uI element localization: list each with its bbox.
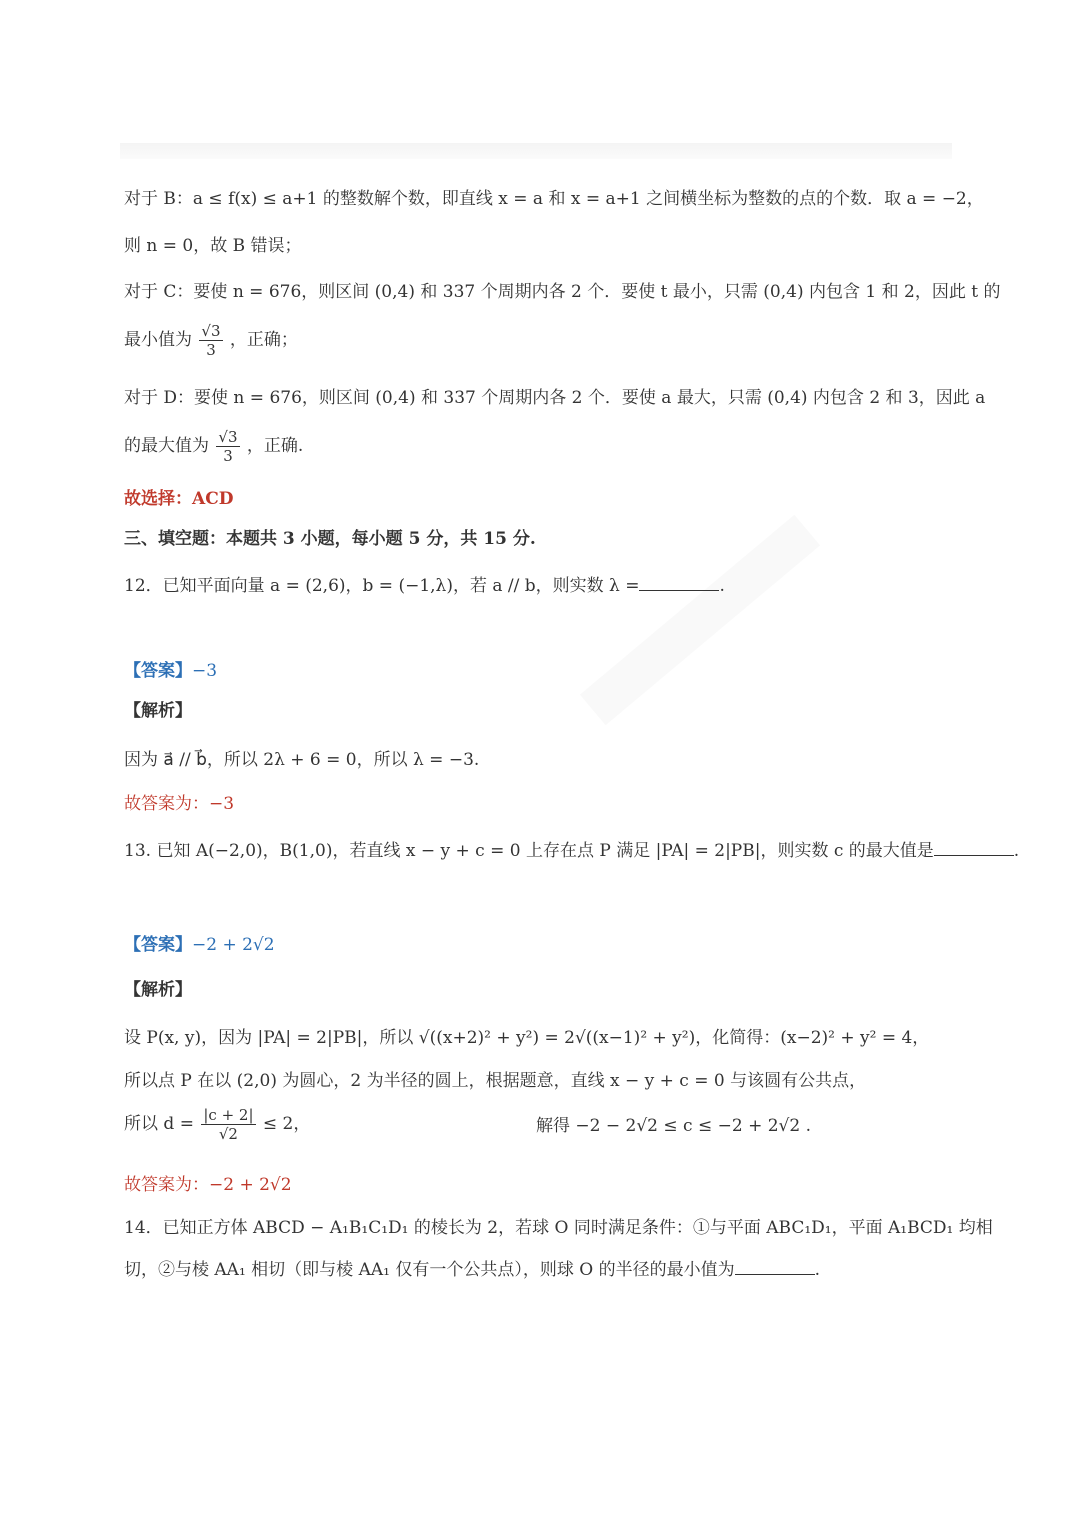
answer-label: 【答案】 bbox=[124, 661, 192, 681]
choice-answer: 故选择：ACD bbox=[124, 489, 234, 509]
q13-answer bbox=[124, 933, 275, 957]
fraction-numerator: √3 bbox=[218, 428, 238, 446]
q13-final: 故答案为：−2 + 2√2 bbox=[124, 1175, 292, 1195]
option-c-fraction bbox=[199, 322, 222, 359]
question-14-line-1: 14．已知正方体 ABCD − A₁B₁C₁D₁ 的棱长为 2，若球 O 同时满足条件：①与平面 ABC₁D₁，平面 A₁BCD₁ 均相 bbox=[124, 1218, 993, 1238]
option-d-line-1: 对于 D：要使 n = 676，则区间 (0,4) 和 337 个周期内各 2 个．要使 a 最大，只需 (0,4) 内包含 2 和 3，因此 a bbox=[124, 388, 986, 408]
question-12-text: 12．已知平面向量 a = (2,6)，b = (−1,λ)，若 a // b，则实数 λ = bbox=[124, 576, 640, 596]
option-c-line-2 bbox=[124, 322, 298, 359]
question-14-text: 切，②与棱 AA₁ 相切（即与棱 AA₁ 仅有一个公共点），则球 O 的半径的最小值为 bbox=[124, 1260, 735, 1280]
distance-fraction bbox=[201, 1106, 255, 1143]
q12-analysis-label: 【解析】 bbox=[124, 701, 192, 721]
fraction-denominator: 3 bbox=[206, 341, 216, 359]
watermark bbox=[580, 515, 820, 726]
answer-blank bbox=[735, 1256, 815, 1275]
section-heading: 三、填空题：本题共 3 小题，每小题 5 分，共 15 分. bbox=[124, 529, 536, 549]
option-b-line-2: 则 n = 0，故 B 错误； bbox=[124, 236, 302, 256]
option-d-suffix: ，正确. bbox=[246, 436, 304, 456]
option-d-fraction bbox=[216, 428, 239, 465]
analysis-solution: 解得 −2 − 2√2 ≤ c ≤ −2 + 2√2 . bbox=[536, 1116, 811, 1136]
q13-analysis-3 bbox=[124, 1106, 924, 1143]
q12-final: 故答案为：−3 bbox=[124, 794, 235, 814]
fraction-numerator: |c + 2| bbox=[203, 1106, 254, 1124]
option-c-line-1: 对于 C：要使 n = 676，则区间 (0,4) 和 337 个周期内各 2 个．要使 t 最小，只需 (0,4) 内包含 1 和 2，因此 t 的 bbox=[124, 282, 1001, 302]
question-13-text: 13. 已知 A(−2,0)，B(1,0)，若直线 x − y + c = 0 上存在点 P 满足 |PA| = 2|PB|，则实数 c 的最大值是 bbox=[124, 841, 934, 861]
answer-label: 【答案】 bbox=[124, 935, 192, 955]
answer-blank bbox=[639, 572, 719, 591]
analysis-prefix: 所以 d = bbox=[124, 1114, 194, 1134]
option-c-suffix: ，正确； bbox=[229, 330, 298, 350]
fraction-denominator: √2 bbox=[218, 1125, 238, 1143]
option-d-prefix: 的最大值为 bbox=[124, 436, 209, 456]
answer-blank bbox=[934, 837, 1014, 856]
q12-analysis: 因为 a⃗ // b⃗，所以 2λ + 6 = 0，所以 λ = −3. bbox=[124, 750, 480, 770]
q13-analysis-2: 所以点 P 在以 (2,0) 为圆心，2 为半径的圆上，根据题意，直线 x − y + c = 0 与该圆有公共点， bbox=[124, 1071, 867, 1091]
scan-shade bbox=[120, 143, 952, 159]
option-c-prefix: 最小值为 bbox=[124, 330, 192, 350]
analysis-suffix: ≤ 2， bbox=[262, 1114, 311, 1134]
answer-value: −3 bbox=[192, 661, 218, 681]
fraction-denominator: 3 bbox=[223, 447, 233, 465]
option-d-line-2 bbox=[124, 428, 303, 465]
option-b-line-1: 对于 B：a ≤ f(x) ≤ a+1 的整数解个数，即直线 x = a 和 x = a+1 之间横坐标为整数的点的个数．取 a = −2， bbox=[124, 189, 984, 209]
question-13: 13. 已知 A(−2,0)，B(1,0)，若直线 x − y + c = 0 上存在点 P 满足 |PA| = 2|PB|，则实数 c 的最大值是 . bbox=[124, 837, 1019, 863]
q13-analysis-label: 【解析】 bbox=[124, 980, 192, 1000]
fraction-numerator: √3 bbox=[201, 322, 221, 340]
q12-answer bbox=[124, 659, 217, 683]
q13-analysis-1: 设 P(x, y)，因为 |PA| = 2|PB|，所以 √((x+2)² + y²) = 2√((x−1)² + y²)，化简得：(x−2)² + y² = 4， bbox=[124, 1028, 930, 1048]
question-12: 12．已知平面向量 a = (2,6)，b = (−1,λ)，若 a // b，则实数 λ = . bbox=[124, 572, 725, 598]
answer-value: −2 + 2√2 bbox=[192, 935, 275, 955]
question-14-line-2: 切，②与棱 AA₁ 相切（即与棱 AA₁ 仅有一个公共点），则球 O 的半径的最小值为 . bbox=[124, 1256, 820, 1282]
